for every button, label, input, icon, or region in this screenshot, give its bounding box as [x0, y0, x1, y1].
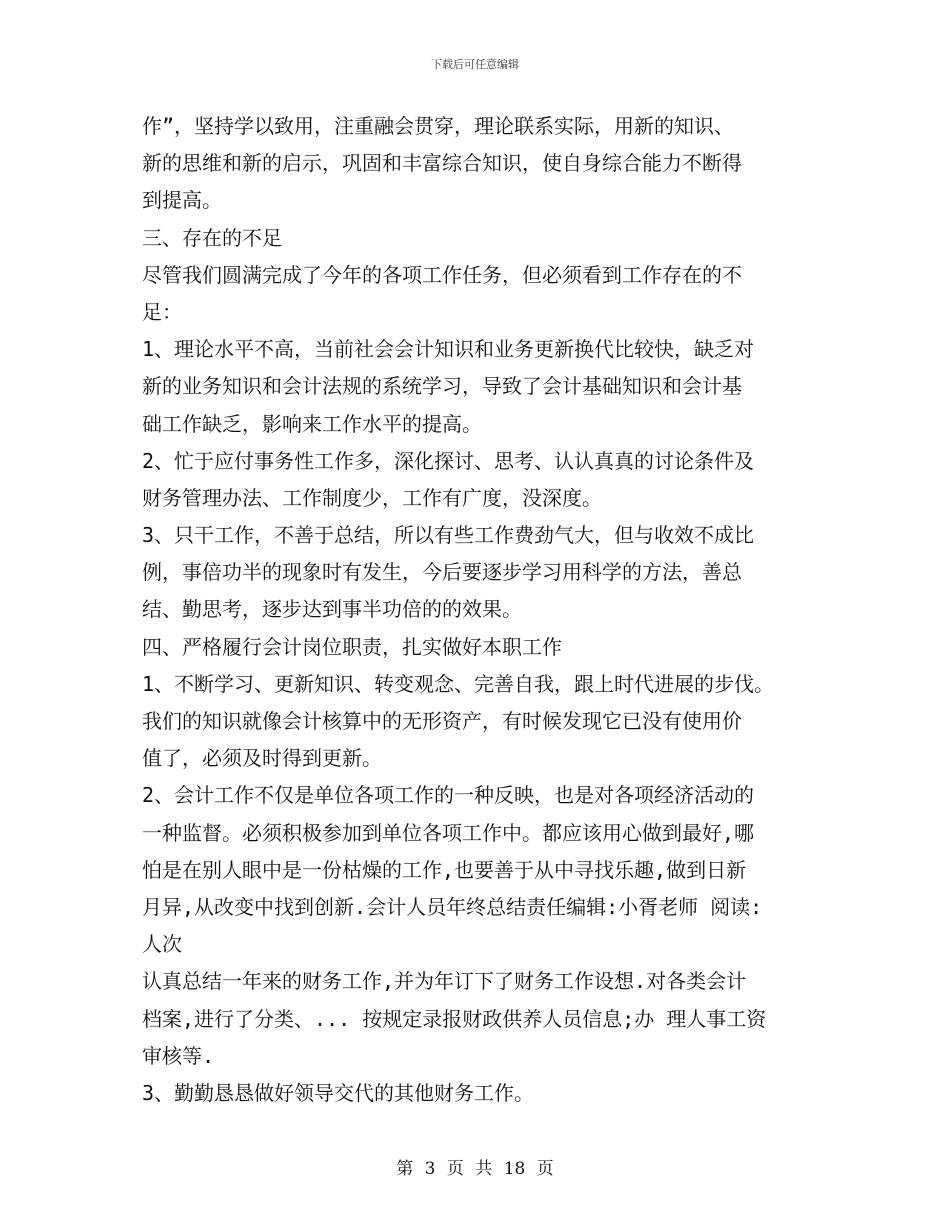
text-line: 月异,从改变中找到创新.会计人员年终总结责任编辑:小胥老师 阅读:: [142, 894, 763, 919]
text-line: 3、只干工作，不善于总结，所以有些工作费劲气大，但与收效不成比: [142, 523, 755, 548]
text-line: 足：: [142, 299, 182, 324]
section-heading: 四、严格履行会计岗位职责，扎实做好本职工作: [142, 634, 562, 659]
text-line: 人次: [142, 932, 182, 957]
text-line: 2、会计工作不仅是单位各项工作的一种反映，也是对各项经济活动的: [142, 783, 755, 808]
page-footer: 第 3 页 共 18 页: [396, 1159, 554, 1179]
text-line: 3、勤勤恳恳做好领导交代的其他财务工作。: [142, 1080, 535, 1105]
text-line: 1、理论水平不高，当前社会会计知识和业务更新换代比较快，缺乏对: [142, 337, 755, 362]
text-line: 结、勤思考，逐步达到事半功倍的的效果。: [142, 597, 522, 622]
section-heading: 三、存在的不足: [142, 225, 282, 250]
text-line: 1、不断学习、更新知识、转变观念、完善自我，跟上时代进展的步伐。: [142, 671, 775, 696]
text-line: 新的业务知识和会计法规的系统学习，导致了会计基础知识和会计基: [142, 374, 742, 399]
text-line: 础工作缺乏，影响来工作水平的提高。: [142, 411, 482, 436]
text-line: 财务管理办法、工作制度少，工作有广度，没深度。: [142, 485, 602, 510]
document-body: [142, 108, 832, 1112]
page-header: 下载后可任意编辑: [431, 58, 519, 71]
text-line: 尽管我们圆满完成了今年的各项工作任务，但必须看到工作存在的不: [142, 262, 742, 287]
text-line: 我们的知识就像会计核算中的无形资产，有时候发现它已没有使用价: [142, 709, 742, 733]
text-line: 例，事倍功半的现象时有发生，今后要逐步学习用科学的方法，善总: [142, 560, 742, 585]
text-line: 审核等.: [142, 1043, 215, 1068]
text-line: 值了，必须及时得到更新。: [142, 746, 382, 771]
text-line: 怕是在别人眼中是一份枯燥的工作,也要善于从中寻找乐趣,做到日新: [142, 857, 747, 882]
text-line: 认真总结一年来的财务工作,并为年订下了财务工作设想.对各类会计: [142, 969, 747, 994]
text-line: 到提高。: [142, 188, 222, 213]
text-line: 新的思维和新的启示，巩固和丰富综合知识，使自身综合能力不断得: [142, 151, 742, 176]
text-line: 档案,进行了分类、... 按规定录报财政供养人员信息;办 理人事工资: [142, 1006, 767, 1031]
text-line: 2、忙于应付事务性工作多，深化探讨、思考、认认真真的讨论条件及: [142, 448, 755, 473]
text-line: 一种监督。必须积极参加到单位各项工作中。都应该用心做到最好,哪: [142, 820, 755, 845]
text-line: 作”，坚持学以致用，注重融会贯穿，理论联系实际，用新的知识、: [142, 114, 735, 138]
